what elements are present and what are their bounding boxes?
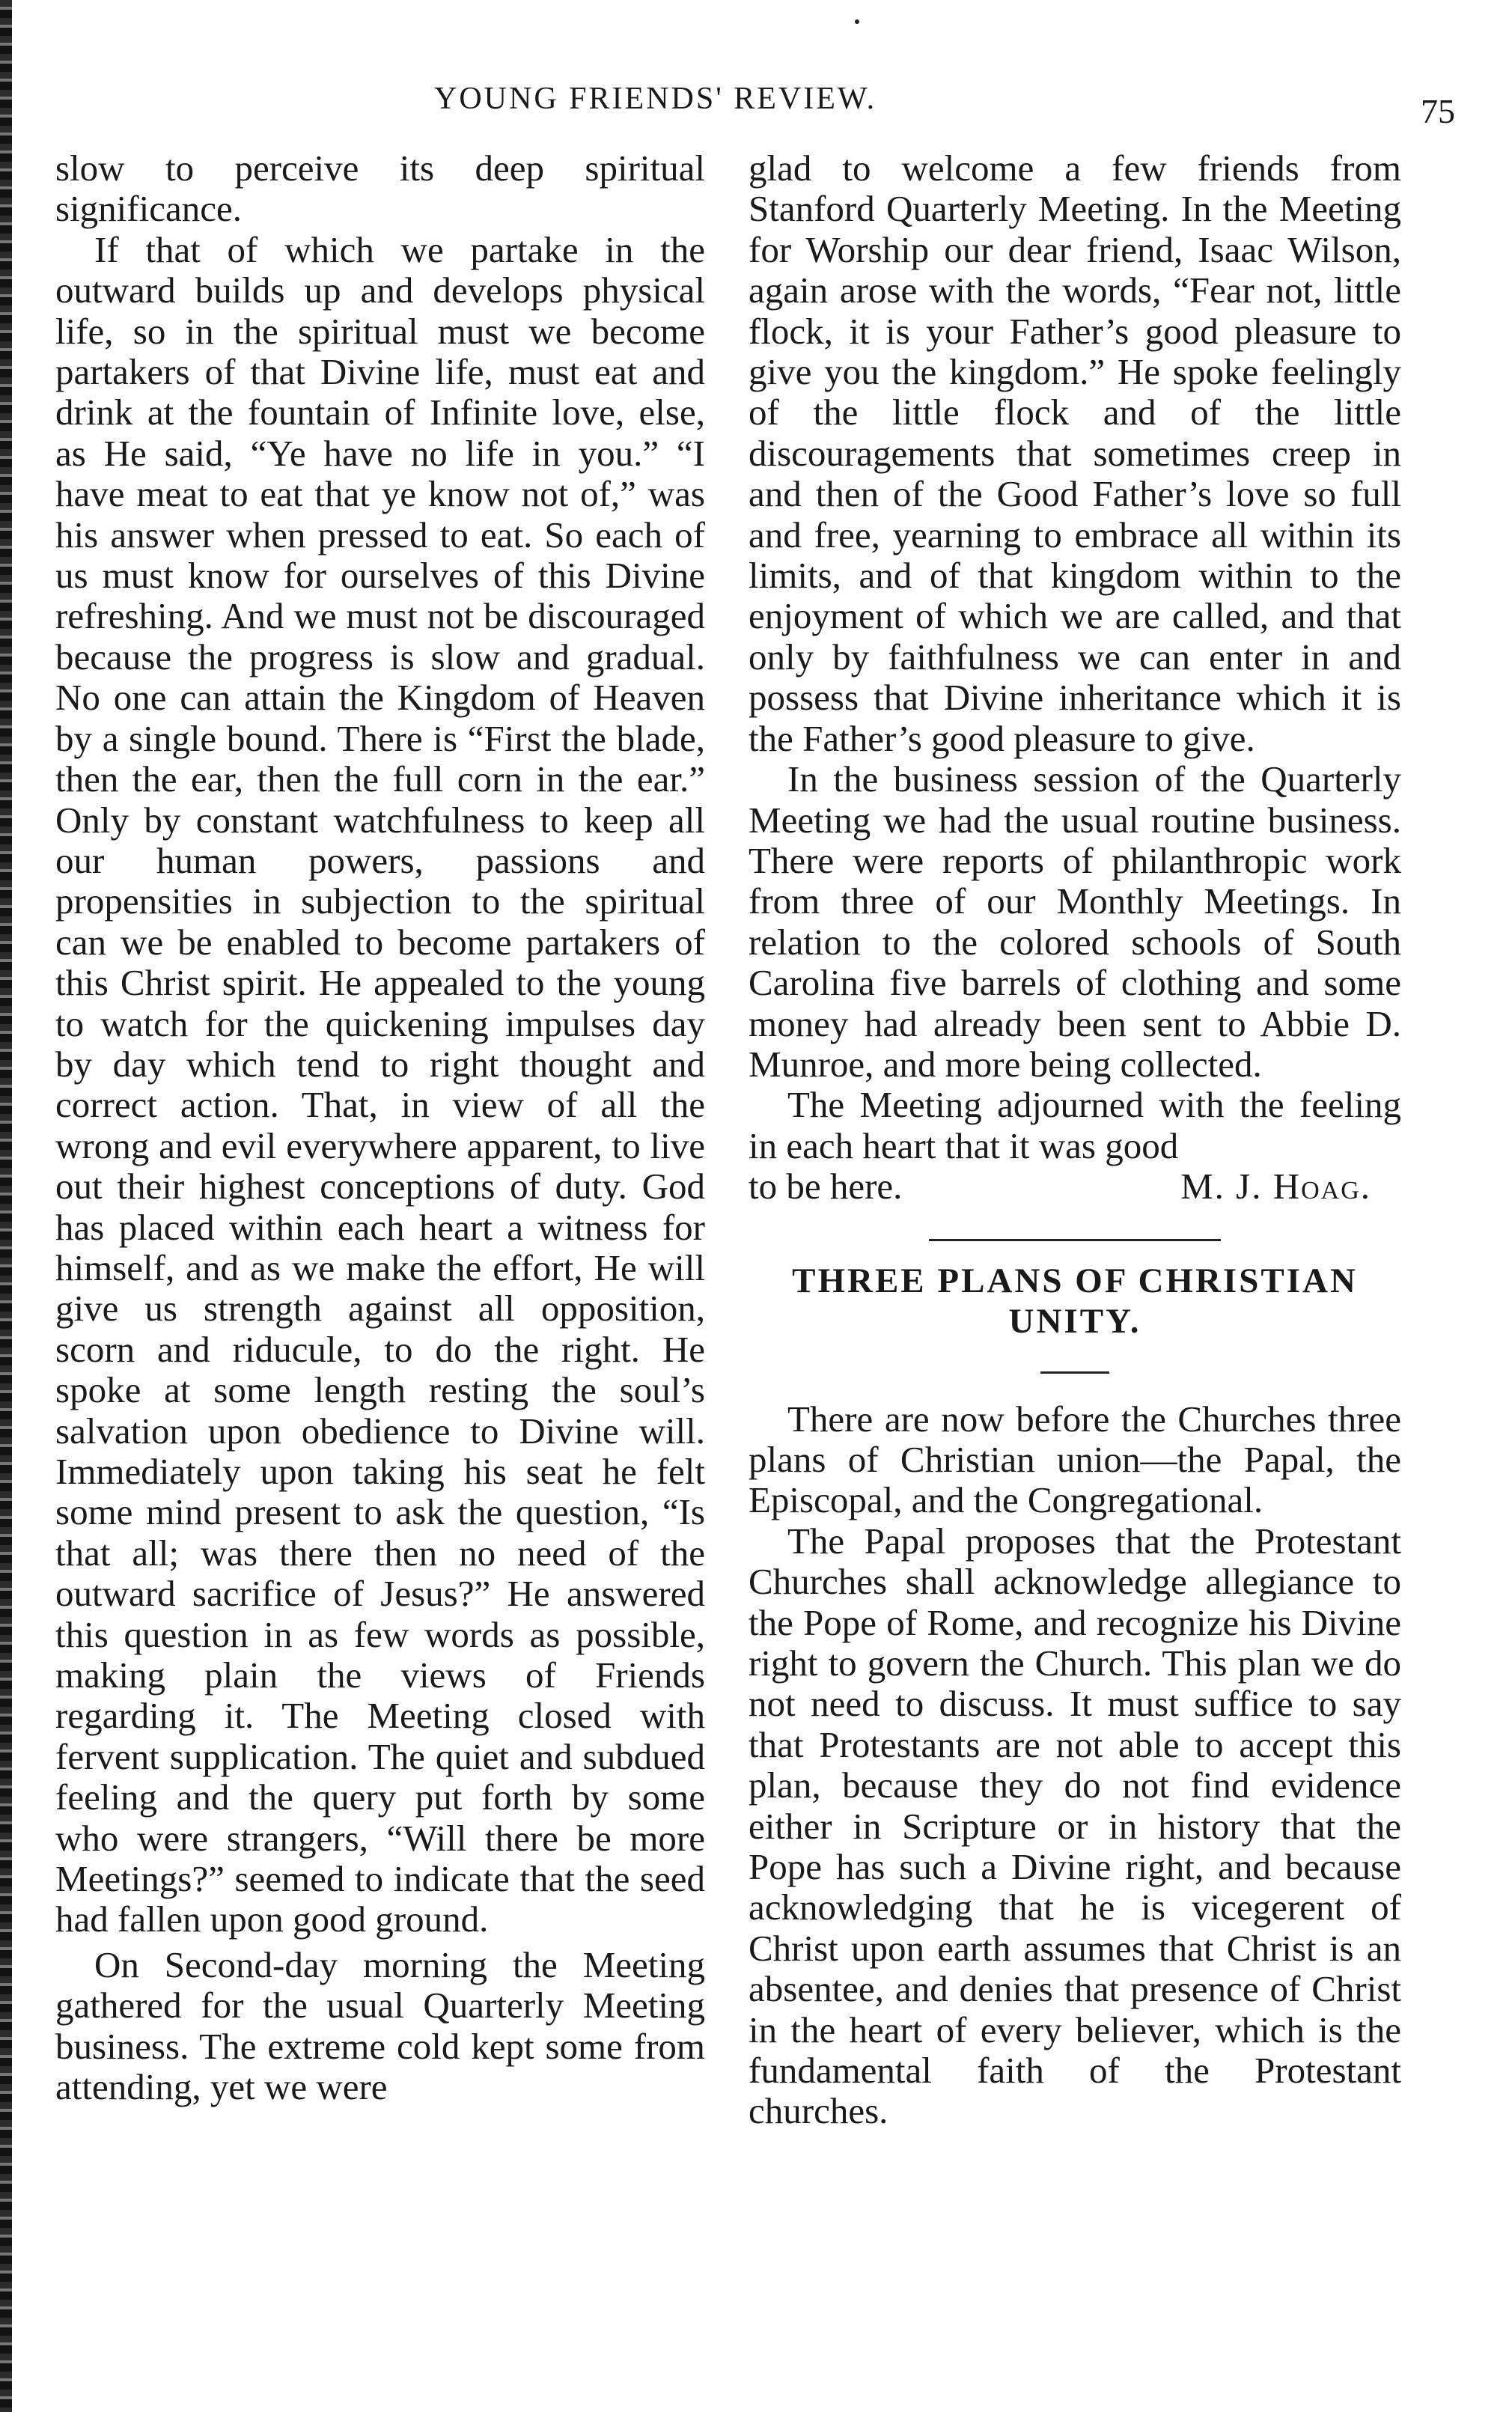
running-header: YOUNG FRIENDS' REVIEW. — [434, 82, 877, 116]
paragraph: In the business session of the Quarterly Meeting we had the usual routine business. There were reports of philanthropic work from three of our Monthly Meetings. In relation to the colored schools of South Carolina five barrels of clothing and some money had already been sent to Abbie D. Munroe, and more being collected. — [749, 758, 1401, 1085]
article-title — [749, 1261, 1401, 1341]
closing-text: to be here. — [749, 1166, 903, 1207]
paragraph: glad to welcome a few friends from Stanford Quarterly Meeting. In the Meeting for Worship our dear friend, Isaac Wilson, again arose with the words, “Fear not, little flock, it is your Father’s good pleasure to give you the kingdom.” He spoke feelingly of the little flock and of the little discouragements that sometimes creep in and then of the Good Father’s love so full and free, yearning to embrace all within its limits, and of that kingdom within to the enjoyment of which we are called, and that only by faithfulness we can enter in and possess that Divine inheritance which it is the Father’s good pleasure to give. — [749, 147, 1401, 759]
article-title-line-1: THREE PLANS OF CHRISTIAN — [792, 1261, 1358, 1300]
left-column — [55, 148, 705, 2108]
paragraph: On Second-day morning the Meeting gathered for the usual Quarterly Meeting business. The extreme cold kept some from attending, yet we were — [55, 1943, 705, 2108]
print-speck — [855, 19, 859, 24]
closing-line — [749, 1166, 1401, 1207]
article-title-line-2: UNITY. — [1008, 1301, 1141, 1341]
paragraph: The Meeting adjourned with the feeling in each heart that it was good — [749, 1084, 1401, 1166]
title-rule — [1040, 1371, 1109, 1374]
paragraph: The Papal proposes that the Protestant Churches shall acknowledge allegiance to the Pope of Rome, and recognize his Divine right to govern the Church. This plan we do not need to discuss. It must suffice to say that Protestants are not able to accept this plan, because they do not find evidence either in Scripture or in history that the Pope has such a Divine right, and because acknowledging that he is vicegerent of Christ upon earth assumes that Christ is an absentee, and denies that presence of Christ in the heart of every believer, which is the fundamental faith of the Protestant churches. — [749, 1520, 1401, 2132]
paragraph: slow to perceive its deep spiritual significance. — [55, 147, 705, 230]
paragraph: There are now before the Churches three plans of Christian union—the Papal, the Episcopal, and the Congregational. — [749, 1398, 1401, 1521]
right-column — [749, 148, 1401, 2132]
paragraph: If that of which we partake in the outward builds up and develops physical life, so in the spiritual must we become partakers of that Divine life, must eat and drink at the fountain of Infinite love, else, as He said, “Ye have no life in you.” “I have meat to eat that ye know not of,” was his answer when pressed to eat. So each of us must know for ourselves of this Divine refreshing. And we must not be discouraged because the progress is slow and gradual. No one can attain the Kingdom of Heaven by a single bound. There is “First the blade, then the ear, then the full corn in the ear.” Only by constant watchfulness to keep all our human powers, passions and propensities in subjection to the spiritual can we be enabled to become partakers of this Christ spirit. He appealed to the young to watch for the quickening impulses day by day which tend to right thought and correct action. That, in view of all the wrong and evil everywhere apparent, to live out their highest conceptions of duty. God has placed within each heart a witness for himself, and as we make the effort, He will give us strength against all opposition, scorn and riducule, to do the right. He spoke at some length resting the soul’s salvation upon obedience to Divine will. Immediately upon taking his seat he felt some mind present to ask the question, “Is that all; was there then no need of the outward sacrifice of Jesus?” He answered this question in as few words as possible, making plain the views of Friends regarding it. The Meeting closed with fervent supplication. The quiet and subdued feeling and the query put forth by some who were strangers, “Will there be more Meetings?” seemed to indicate that the seed had fallen upon good ground. — [55, 228, 705, 1940]
page-number: 75 — [1421, 92, 1455, 130]
author-signature: M. J. Hoag. — [1180, 1166, 1371, 1207]
section-divider — [929, 1239, 1221, 1241]
binding-edge — [0, 0, 12, 2412]
